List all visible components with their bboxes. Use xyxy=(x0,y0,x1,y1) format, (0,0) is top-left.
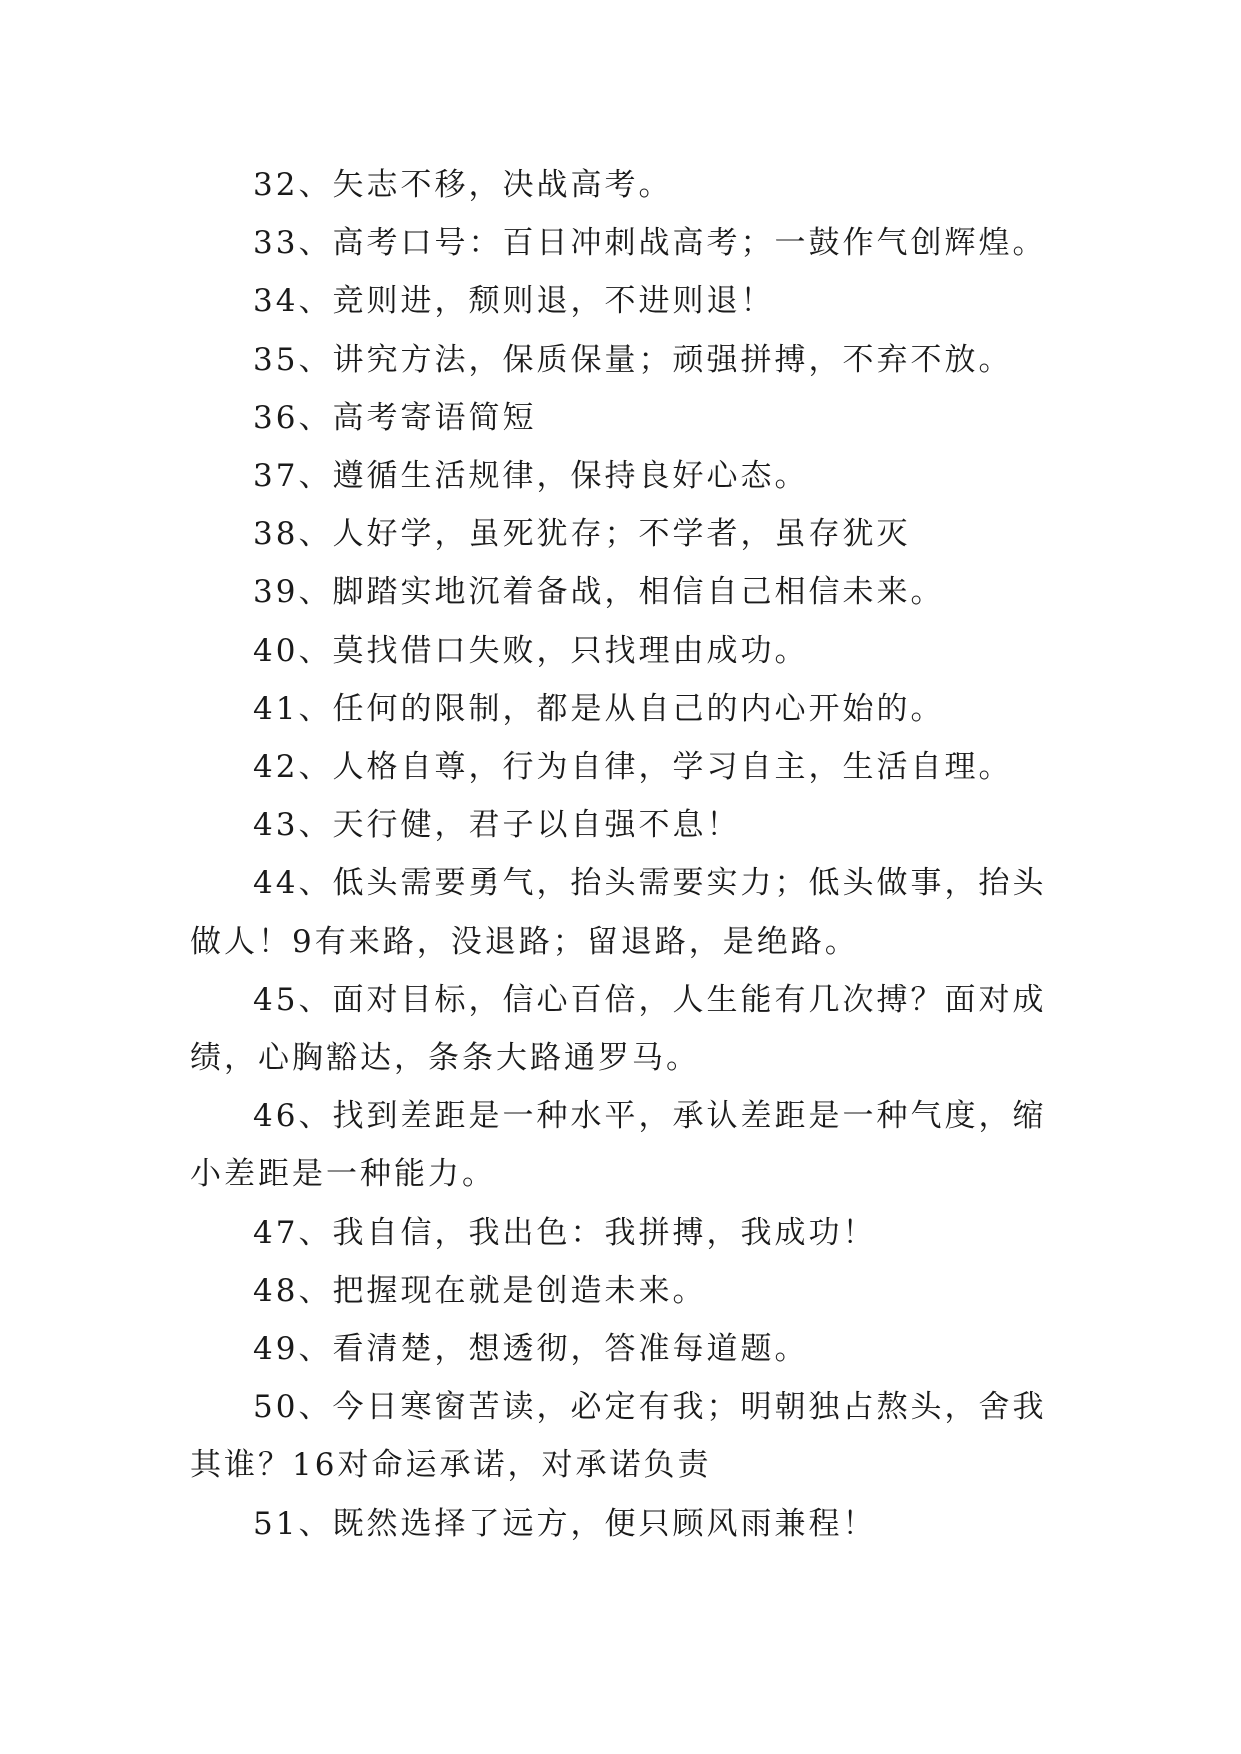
paragraph-40: 40、莫找借口失败，只找理由成功。 xyxy=(253,632,809,669)
paragraph-46: 46、找到差距是一种水平，承认差距是一种气度，缩小差距是一种能力。 xyxy=(190,1098,1047,1193)
paragraph-51: 51、既然选择了远方，便只顾风雨兼程！ xyxy=(253,1505,877,1542)
paragraph-36: 36、高考寄语简短 xyxy=(253,399,537,436)
paragraph-35: 35、讲究方法，保质保量；顽强拼搏，不弃不放。 xyxy=(253,341,1013,378)
paragraph-42: 42、人格自尊，行为自律，学习自主，生活自理。 xyxy=(253,749,1013,786)
paragraph-45: 45、面对目标，信心百倍，人生能有几次搏？面对成绩，心胸豁达，条条大路通罗马。 xyxy=(190,981,1047,1077)
paragraph-41: 41、任何的限制，都是从自己的内心开始的。 xyxy=(253,690,945,727)
paragraph-33: 33、高考口号：百日冲刺战高考；一鼓作气创辉煌。 xyxy=(253,225,1047,262)
paragraph-49: 49、看清楚，想透彻，答准每道题。 xyxy=(253,1331,809,1368)
document-page xyxy=(190,156,1052,1553)
paragraph-48: 48、把握现在就是创造未来。 xyxy=(253,1272,707,1309)
paragraph-34: 34、竞则进，颓则退，不进则退！ xyxy=(253,283,775,320)
paragraph-47: 47、我自信，我出色：我拼搏，我成功！ xyxy=(253,1214,877,1251)
paragraph-32: 32、矢志不移，决战高考。 xyxy=(253,167,673,203)
paragraph-38: 38、人好学，虽死犹存；不学者，虽存犹灭 xyxy=(253,516,911,553)
paragraph-44: 44、低头需要勇气，抬头需要实力；低头做事，抬头做人！9有来路，没退路；留退路，是绝路。 xyxy=(190,865,1047,960)
paragraph-43: 43、天行健，君子以自强不息！ xyxy=(253,807,741,844)
paragraph-50: 50、今日寒窗苦读，必定有我；明朝独占熬头，舍我其谁？16对命运承诺，对承诺负责 xyxy=(190,1389,1047,1484)
paragraph-37: 37、遵循生活规律，保持良好心态。 xyxy=(253,458,809,495)
paragraph-39: 39、脚踏实地沉着备战，相信自己相信未来。 xyxy=(253,574,945,611)
